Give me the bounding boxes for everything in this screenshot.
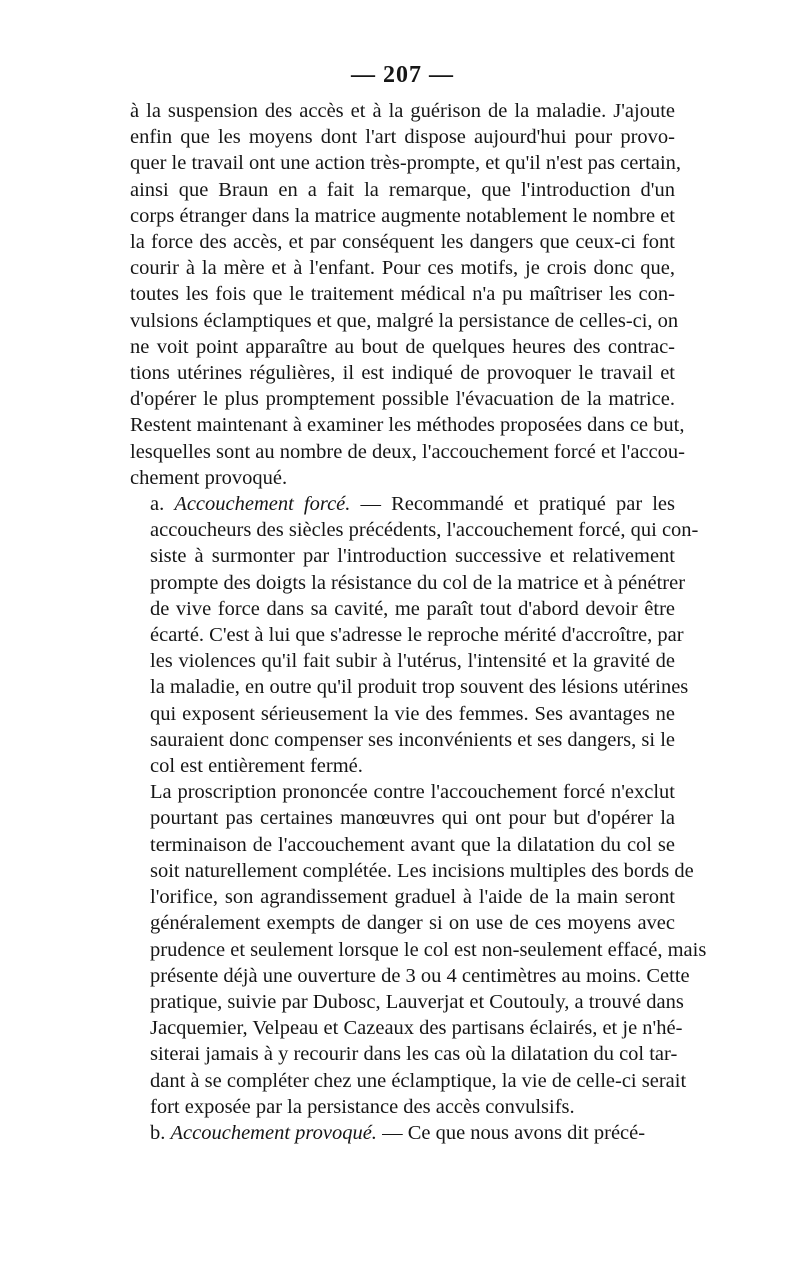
heading-continuation: — Ce que nous avons dit précé- xyxy=(376,1121,646,1144)
text-line: écarté. C'est à lui que s'adresse le reproche mérité d'accroître, par xyxy=(150,624,684,647)
text-line: présente déjà une ouverture de 3 ou 4 centimètres au moins. Cette xyxy=(150,964,690,987)
text-line: terminaison de l'accouchement avant que la dilatation du col se xyxy=(150,833,675,856)
text-line: chement provoqué. xyxy=(130,466,288,489)
text-line: tions utérines régulières, il est indiqué de provoquer le travail et xyxy=(130,362,675,385)
text-line: quer le travail ont une action très-prompte, et qu'il n'est pas certain, xyxy=(130,152,682,175)
text-line: corps étranger dans la matrice augmente notablement le nombre et xyxy=(130,204,675,227)
page-number: — 207 — xyxy=(351,62,454,88)
paragraph-accouchement-provoque xyxy=(130,1120,675,1146)
text-line: Restent maintenant à examiner les méthodes proposées dans ce but, xyxy=(130,414,685,437)
text-line: l'orifice, son agrandissement graduel à l'aide de la main seront xyxy=(150,886,675,909)
text-line: d'opérer le plus promptement possible l'évacuation de la matrice. xyxy=(130,388,675,411)
section-label: a. xyxy=(150,493,175,516)
text-line: la maladie, en outre qu'il produit trop souvent des lésions utérines xyxy=(150,676,689,699)
text-line: lesquelles sont au nombre de deux, l'accouchement forcé et l'accou- xyxy=(130,440,685,463)
section-label: b. xyxy=(150,1121,171,1144)
text-line: siste à surmonter par l'introduction successive et relativement xyxy=(150,545,675,568)
text-line: sauraient donc compenser ses inconvénients et ses dangers, si le xyxy=(150,728,675,751)
text-line: ne voit point apparaître au bout de quelques heures des contrac- xyxy=(130,335,675,358)
heading-line xyxy=(130,1120,675,1146)
text-line: de vive force dans sa cavité, me paraît tout d'abord devoir être xyxy=(150,597,675,620)
text-line: accoucheurs des siècles précédents, l'accouchement forcé, qui con- xyxy=(150,519,699,542)
text-line: prudence et seulement lorsque le col est non-seulement effacé, mais xyxy=(150,938,707,961)
text-line: pourtant pas certaines manœuvres qui ont pour but d'opérer la xyxy=(150,807,675,830)
text-line: La proscription prononcée contre l'accouchement forcé n'exclut xyxy=(150,781,675,804)
section-heading-accouchement-provoque: Accouchement provoqué. xyxy=(170,1121,377,1144)
paragraph-proscription xyxy=(130,779,707,1120)
text-line: prompte des doigts la résistance du col de la matrice et à pénétrer xyxy=(150,571,686,594)
text-line: la force des accès, et par conséquent les dangers que ceux-ci font xyxy=(130,231,675,254)
text-line: toutes les fois que le traitement médical n'a pu maîtriser les con- xyxy=(130,283,675,306)
text-line: pratique, suivie par Dubosc, Lauverjat et Coutouly, a trouvé dans xyxy=(150,990,684,1013)
text-line: ainsi que Braun en a fait la remarque, que l'introduction d'un xyxy=(130,178,675,201)
paragraph-accouchement-force xyxy=(130,491,699,779)
section-heading-accouchement-force: Accouchement forcé. xyxy=(174,493,351,516)
text-line: soit naturellement complétée. Les incisions multiples des bords de xyxy=(150,859,694,882)
text-line: siterai jamais à y recourir dans les cas où la dilatation du col tar- xyxy=(150,1043,678,1066)
text-line: vulsions éclamptiques et que, malgré la persistance de celles-ci, on xyxy=(130,309,679,332)
text-line: généralement exempts de danger si on use de ces moyens avec xyxy=(150,912,675,935)
text-line: à la suspension des accès et à la guérison de la maladie. J'ajoute xyxy=(130,100,675,122)
text-line: les violences qu'il fait subir à l'utérus, l'intensité et la gravité de xyxy=(150,650,675,673)
heading-line xyxy=(130,491,675,517)
heading-continuation: — Recommandé et pratiqué par les xyxy=(350,493,675,516)
text-line: fort exposée par la persistance des accès convulsifs. xyxy=(150,1095,575,1118)
text-line: qui exposent sérieusement la vie des femmes. Ses avantages ne xyxy=(150,702,675,725)
text-line: col est entièrement fermé. xyxy=(150,755,363,778)
text-line: dant à se compléter chez une éclamptique, la vie de celle-ci serait xyxy=(150,1069,687,1092)
text-line: courir à la mère et à l'enfant. Pour ces motifs, je crois donc que, xyxy=(130,257,675,280)
paragraph-1 xyxy=(130,98,685,491)
text-line: Jacquemier, Velpeau et Cazeaux des partisans éclairés, et je n'hé- xyxy=(150,1017,683,1040)
text-line: enfin que les moyens dont l'art dispose aujourd'hui pour provo- xyxy=(130,126,675,149)
